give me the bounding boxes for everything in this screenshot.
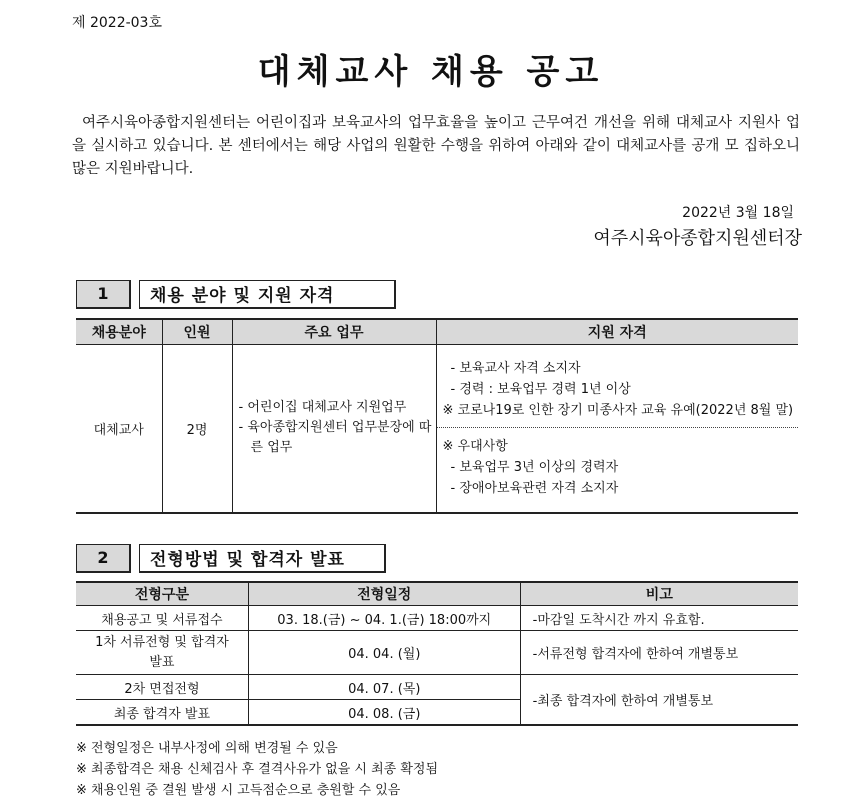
schedule-cell: 04. 08. (금) xyxy=(248,700,520,726)
section-1-number: 1 xyxy=(76,280,131,309)
preference-heading: ※ 우대사항 xyxy=(442,438,508,454)
schedule-cell: 03. 18.(금) ~ 04. 1.(금) 18:00까지 xyxy=(248,606,520,631)
section-2-number: 2 xyxy=(76,544,131,573)
stage-cell: 1차 서류전형 및 합격자 발표 xyxy=(76,631,248,675)
intro-paragraph xyxy=(72,112,800,181)
schedule-table xyxy=(76,581,798,726)
section-2-title: 전형방법 및 합격자 발표 xyxy=(139,544,386,573)
notes-list xyxy=(76,738,438,801)
note-item: ※ 전형일정은 내부사정에 의해 변경될 수 있음 xyxy=(76,741,338,756)
qualifications-cell xyxy=(436,345,798,513)
recruitment-table xyxy=(76,318,798,514)
qualification-item: - 보육교사 자격 소지자 xyxy=(450,360,581,376)
header-note: 비고 xyxy=(520,582,798,606)
note-cell: -마감일 도착시간 까지 유효함. xyxy=(520,606,798,631)
table-row xyxy=(76,631,798,675)
stage-cell: 2차 면접전형 xyxy=(76,675,248,700)
header-qualifications: 지원 자격 xyxy=(436,319,798,345)
preference-item: - 장애아보육관련 자격 소지자 xyxy=(450,480,619,496)
section-1-header xyxy=(76,279,396,309)
qualification-item: - 경력 : 보육업무 경력 1년 이상 xyxy=(450,381,631,397)
intro-line: 여주시육아종합지원센터는 어린이집과 보육교사의 업무효율을 높이고 근무여건 개선을 위해 대체교사 지원사 xyxy=(82,115,781,131)
field-cell: 대체교사 xyxy=(76,345,162,513)
note-item: ※ 채용인원 중 결원 발생 시 고득점순으로 충원할 수 있음 xyxy=(76,783,401,798)
note-cell: -서류전형 합격자에 한하여 개별통보 xyxy=(520,631,798,675)
preference-item: - 보육업무 3년 이상의 경력자 xyxy=(450,459,619,475)
qualification-item: ※ 코로나19로 인한 장기 미종사자 교육 유예(2022년 8월 말) xyxy=(442,402,794,418)
schedule-cell: 04. 07. (목) xyxy=(248,675,520,700)
document-number: 제 2022-03호 xyxy=(72,15,162,31)
header-count: 인원 xyxy=(162,319,232,345)
count-cell: 2명 xyxy=(162,345,232,513)
header-field: 채용분야 xyxy=(76,319,162,345)
note-item: ※ 최종합격은 채용 신체검사 후 결격사유가 없을 시 최종 확정됨 xyxy=(76,762,439,777)
issuer-name: 여주시육아종합지원센터장 xyxy=(593,228,802,249)
page-title: 대체교사 채용 공고 xyxy=(257,52,605,92)
table-row xyxy=(76,345,798,513)
header-stage: 전형구분 xyxy=(76,582,248,606)
stage-cell: 최종 합격자 발표 xyxy=(76,700,248,726)
note-cell: -최종 합격자에 한하여 개별통보 xyxy=(520,675,798,726)
duty-item: - 육아종합지원센터 업무분장에 따른 업무 xyxy=(238,420,432,456)
table-row xyxy=(76,675,798,700)
qualification-list xyxy=(437,352,799,428)
duties-cell xyxy=(232,345,436,513)
table-header-row xyxy=(76,582,798,606)
intro-line: 집하오니 많은 지원바랍니다. xyxy=(72,138,800,177)
table-row xyxy=(76,606,798,631)
header-schedule: 전형일정 xyxy=(248,582,520,606)
stage-cell: 채용공고 및 서류접수 xyxy=(76,606,248,631)
intro-line: 업을 실시하고 있습니다. 본 센터에서는 해당 사업의 원활한 수행을 위하여 아래와 같이 대체교사를 공개 모 xyxy=(72,115,800,154)
section-1-title: 채용 분야 및 지원 자격 xyxy=(139,280,396,309)
announcement-date: 2022년 3월 18일 xyxy=(682,205,794,221)
table-header-row xyxy=(76,319,798,345)
duty-item: - 어린이집 대체교사 지원업무 xyxy=(238,400,407,416)
header-duties: 주요 업무 xyxy=(232,319,436,345)
schedule-cell: 04. 04. (월) xyxy=(248,631,520,675)
preference-list xyxy=(437,428,799,505)
section-2-header xyxy=(76,543,386,573)
